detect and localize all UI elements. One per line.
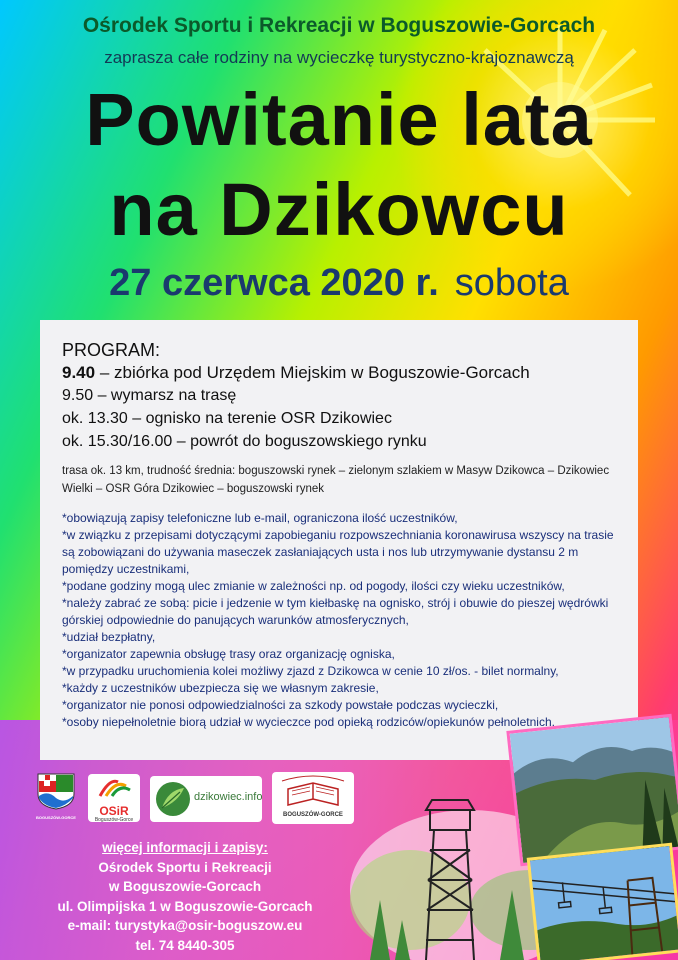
book-emblem-icon [278, 775, 348, 811]
osir-name: OSiR [99, 804, 129, 818]
crest-icon [36, 772, 76, 810]
ptt-logo [272, 772, 354, 824]
dzikowiec-info-text: dzikowiec.info [194, 791, 263, 803]
note-item: *obowiązują zapisy telefoniczne lub e-mail, ograniczona ilość uczestników, [62, 511, 458, 525]
osir-swoosh-icon [88, 774, 140, 800]
chairlift-icon [530, 846, 678, 960]
note-item: *podane godziny mogą ulec zmianie w zależności np. od pogody, ilości czy wieku uczestników, [62, 579, 565, 593]
note-item: *każdy z uczestników ubezpiecza się we własnym zakresie, [62, 681, 379, 695]
contact-line-1: Ośrodek Sportu i Rekreacji [98, 859, 272, 875]
event-date [0, 262, 678, 305]
note-item: *należy zabrać ze sobą: picie i jedzenie w tym kiełbaskę na ognisko, strój i obuwie do pieszej wędrówki górskiej odpowiednie do panujących warunków atmosferycznych, [62, 596, 609, 627]
osir-logo [88, 774, 140, 822]
event-date-main: 27 czerwca 2020 r. [109, 262, 439, 304]
program-heading: PROGRAM: [62, 340, 161, 360]
chairlift-photo [527, 843, 678, 960]
program-item-1 [62, 363, 530, 383]
town-crest-logo [36, 772, 76, 822]
event-day: sobota [454, 262, 569, 304]
organizer-title: Ośrodek Sportu i Rekreacji w Boguszowie-Gorcach [82, 14, 596, 37]
note-item: *udział bezpłatny, [62, 630, 156, 644]
invite-subtitle: zaprasza całe rodziny na wycieczkę turystyczno-krajoznawczą [104, 48, 574, 67]
note-item: *organizator nie ponosi odpowiedzialności za szkody powstałe podczas wycieczki, [62, 698, 499, 712]
contact-phone: tel. 74 8440-305 [135, 937, 235, 953]
note-item: *organizator zapewnia obsługę trasy oraz organizację ogniska, [62, 647, 395, 661]
program-item-3: ok. 13.30 – ognisko na terenie OSR Dzikowiec [62, 410, 392, 427]
program-item-1-time: 9.40 [62, 363, 96, 382]
contact-block [0, 838, 370, 955]
program-item-4: ok. 15.30/16.00 – powrót do boguszowskiego rynku [62, 433, 427, 450]
event-title-line1: Powitanie lata [85, 78, 593, 161]
contact-line-3: ul. Olimpijska 1 w Boguszowie-Gorcach [57, 898, 313, 914]
mountain-landscape-icon [510, 717, 678, 863]
contact-line-2: w Boguszowie-Gorcach [108, 879, 262, 894]
mountain-photo [506, 714, 678, 867]
note-item: *w przypadku uruchomienia kolei możliwy zjazd z Dzikowca w cenie 10 zł/os. - bilet normalny, [62, 664, 559, 678]
route-description: trasa ok. 13 km, trudność średnia: boguszowski rynek – zielonym szlakiem w Masyw Dzikowca – Dzikowiec Wielki – OSR Góra Dzikowiec – boguszowski rynek [62, 465, 610, 495]
contact-heading: więcej informacji i zapisy: [102, 840, 268, 855]
dzikowiec-info-logo [150, 776, 262, 822]
event-title-line2: na Dzikowcu [109, 168, 569, 251]
program-item-2: 9.50 – wymarsz na trasę [62, 387, 237, 404]
ptt-caption: BOGUSZÓW-GORCE [283, 812, 343, 818]
program-item-1-text: – zbiórka pod Urzędem Miejskim w Boguszowie-Gorcach [95, 363, 530, 382]
leaf-globe-icon [154, 780, 192, 818]
osir-subtitle: Boguszów-Gorce [94, 817, 134, 823]
crest-caption: BOGUSZÓW-GORCE [36, 815, 76, 820]
note-item: *osoby niepełnoletnie biorą udział w wycieczce pod opieką rodziców/opiekunów pełnoletnich. [62, 715, 555, 729]
note-item: *w związku z przepisami dotyczącymi zapobieganiu rozpowszechniania koronawirusa wszyscy na trasie są zobowiązani do używania maseczek zasłaniających usta i nos lub utrzymywanie dystansu 2 m pomiędzy uczestnikami, [62, 528, 614, 576]
contact-email: e-mail: turystyka@osir-boguszow.eu [67, 918, 303, 933]
program-panel [40, 320, 638, 760]
notes-list [62, 510, 622, 731]
